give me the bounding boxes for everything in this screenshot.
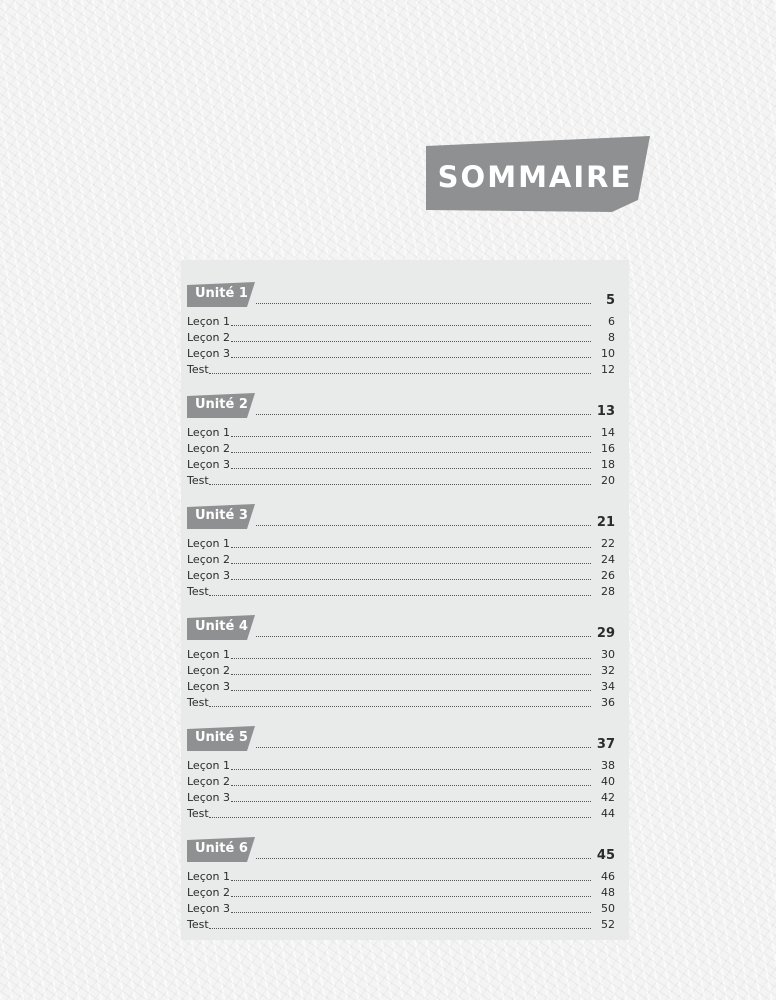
toc-page-number: 12 (601, 363, 615, 376)
toc-page-number: 20 (601, 474, 615, 487)
dot-leader (231, 325, 591, 326)
dot-leader (209, 928, 591, 929)
dot-leader (256, 636, 591, 637)
dot-leader (209, 706, 591, 707)
toc-row[interactable] (187, 758, 623, 774)
toc-label: Leçon 1 (187, 648, 230, 661)
toc-page-number: 32 (601, 664, 615, 677)
dot-leader (209, 484, 591, 485)
toc-label: Leçon 2 (187, 775, 230, 788)
toc-label: Leçon 3 (187, 347, 230, 360)
dot-leader (256, 747, 591, 748)
toc-label: Leçon 3 (187, 569, 230, 582)
toc-row[interactable] (187, 885, 623, 901)
toc-row[interactable] (187, 679, 623, 695)
toc-row[interactable] (187, 457, 623, 473)
unit-page-number: 13 (596, 404, 615, 419)
dot-leader (231, 357, 591, 358)
dot-leader (209, 595, 591, 596)
toc-label: Leçon 3 (187, 902, 230, 915)
unit-tag (187, 282, 255, 307)
toc-label: Test (187, 585, 209, 598)
dot-leader (231, 674, 591, 675)
toc-row[interactable] (187, 663, 623, 679)
toc-page-number: 42 (601, 791, 615, 804)
dot-leader (231, 912, 591, 913)
toc-page-number: 8 (608, 331, 615, 344)
toc-page-number: 18 (601, 458, 615, 471)
toc-page-number: 28 (601, 585, 615, 598)
dot-leader (231, 563, 591, 564)
toc-label: Leçon 2 (187, 553, 230, 566)
toc-page-number: 40 (601, 775, 615, 788)
toc-label: Leçon 1 (187, 537, 230, 550)
dot-leader (231, 690, 591, 691)
toc-row[interactable] (187, 774, 623, 790)
toc-page-number: 36 (601, 696, 615, 709)
toc-label: Leçon 3 (187, 680, 230, 693)
toc-label: Test (187, 474, 209, 487)
toc-row[interactable] (187, 647, 623, 663)
unit-page-number: 37 (596, 737, 615, 752)
dot-leader (256, 414, 591, 415)
toc-page-number: 30 (601, 648, 615, 661)
toc-page-number: 6 (608, 315, 615, 328)
unit-tag (187, 837, 255, 862)
toc-label: Leçon 1 (187, 870, 230, 883)
toc-page-number: 24 (601, 553, 615, 566)
unit-page-number: 45 (596, 848, 615, 863)
unit-section (187, 615, 623, 711)
toc-row[interactable] (187, 806, 623, 822)
toc-row[interactable] (187, 584, 623, 600)
dot-leader (231, 880, 591, 881)
table-of-contents (181, 260, 629, 940)
toc-row[interactable] (187, 314, 623, 330)
unit-title: Unité 5 (195, 730, 248, 745)
dot-leader (256, 858, 591, 859)
unit-tag (187, 504, 255, 529)
unit-title: Unité 6 (195, 841, 248, 856)
toc-row[interactable] (187, 901, 623, 917)
toc-page-number: 50 (601, 902, 615, 915)
toc-label: Leçon 2 (187, 331, 230, 344)
toc-page-number: 44 (601, 807, 615, 820)
dot-leader (231, 547, 591, 548)
toc-page-number: 22 (601, 537, 615, 550)
toc-label: Leçon 1 (187, 759, 230, 772)
toc-row[interactable] (187, 330, 623, 346)
unit-tag (187, 615, 255, 640)
toc-label: Leçon 2 (187, 664, 230, 677)
dot-leader (256, 303, 591, 304)
unit-section (187, 393, 623, 489)
toc-label: Test (187, 696, 209, 709)
dot-leader (231, 341, 591, 342)
toc-row[interactable] (187, 425, 623, 441)
unit-tag (187, 393, 255, 418)
dot-leader (231, 579, 591, 580)
toc-row[interactable] (187, 346, 623, 362)
toc-page-number: 34 (601, 680, 615, 693)
toc-page-number: 48 (601, 886, 615, 899)
toc-row[interactable] (187, 790, 623, 806)
toc-label: Leçon 2 (187, 886, 230, 899)
dot-leader (231, 896, 591, 897)
toc-label: Test (187, 918, 209, 931)
toc-row[interactable] (187, 362, 623, 378)
toc-row[interactable] (187, 917, 623, 933)
toc-label: Leçon 1 (187, 426, 230, 439)
toc-row[interactable] (187, 473, 623, 489)
unit-section (187, 282, 623, 378)
dot-leader (231, 468, 591, 469)
unit-section (187, 837, 623, 933)
toc-row[interactable] (187, 869, 623, 885)
unit-section (187, 504, 623, 600)
toc-label: Leçon 1 (187, 315, 230, 328)
toc-label: Test (187, 363, 209, 376)
toc-page-number: 46 (601, 870, 615, 883)
unit-title: Unité 2 (195, 397, 248, 412)
unit-title: Unité 4 (195, 619, 248, 634)
dot-leader (231, 658, 591, 659)
toc-row[interactable] (187, 568, 623, 584)
toc-label: Test (187, 807, 209, 820)
unit-page-number: 29 (596, 626, 615, 641)
unit-page-number: 5 (605, 293, 615, 308)
toc-page-number: 52 (601, 918, 615, 931)
toc-row[interactable] (187, 552, 623, 568)
dot-leader (231, 801, 591, 802)
toc-label: Leçon 2 (187, 442, 230, 455)
dot-leader (256, 525, 591, 526)
toc-row[interactable] (187, 536, 623, 552)
dot-leader (209, 373, 591, 374)
dot-leader (231, 769, 591, 770)
unit-page-number: 21 (596, 515, 615, 530)
toc-page-number: 38 (601, 759, 615, 772)
toc-page-number: 26 (601, 569, 615, 582)
toc-row[interactable] (187, 441, 623, 457)
unit-section (187, 726, 623, 822)
unit-title: Unité 1 (195, 286, 248, 301)
toc-page-number: 14 (601, 426, 615, 439)
dot-leader (231, 436, 591, 437)
toc-page-number: 16 (601, 442, 615, 455)
toc-label: Leçon 3 (187, 791, 230, 804)
title-banner (426, 136, 650, 212)
unit-title: Unité 3 (195, 508, 248, 523)
unit-tag (187, 726, 255, 751)
dot-leader (209, 817, 591, 818)
dot-leader (231, 785, 591, 786)
toc-label: Leçon 3 (187, 458, 230, 471)
toc-row[interactable] (187, 695, 623, 711)
page-title: SOMMAIRE (437, 160, 633, 194)
toc-page-number: 10 (601, 347, 615, 360)
dot-leader (231, 452, 591, 453)
